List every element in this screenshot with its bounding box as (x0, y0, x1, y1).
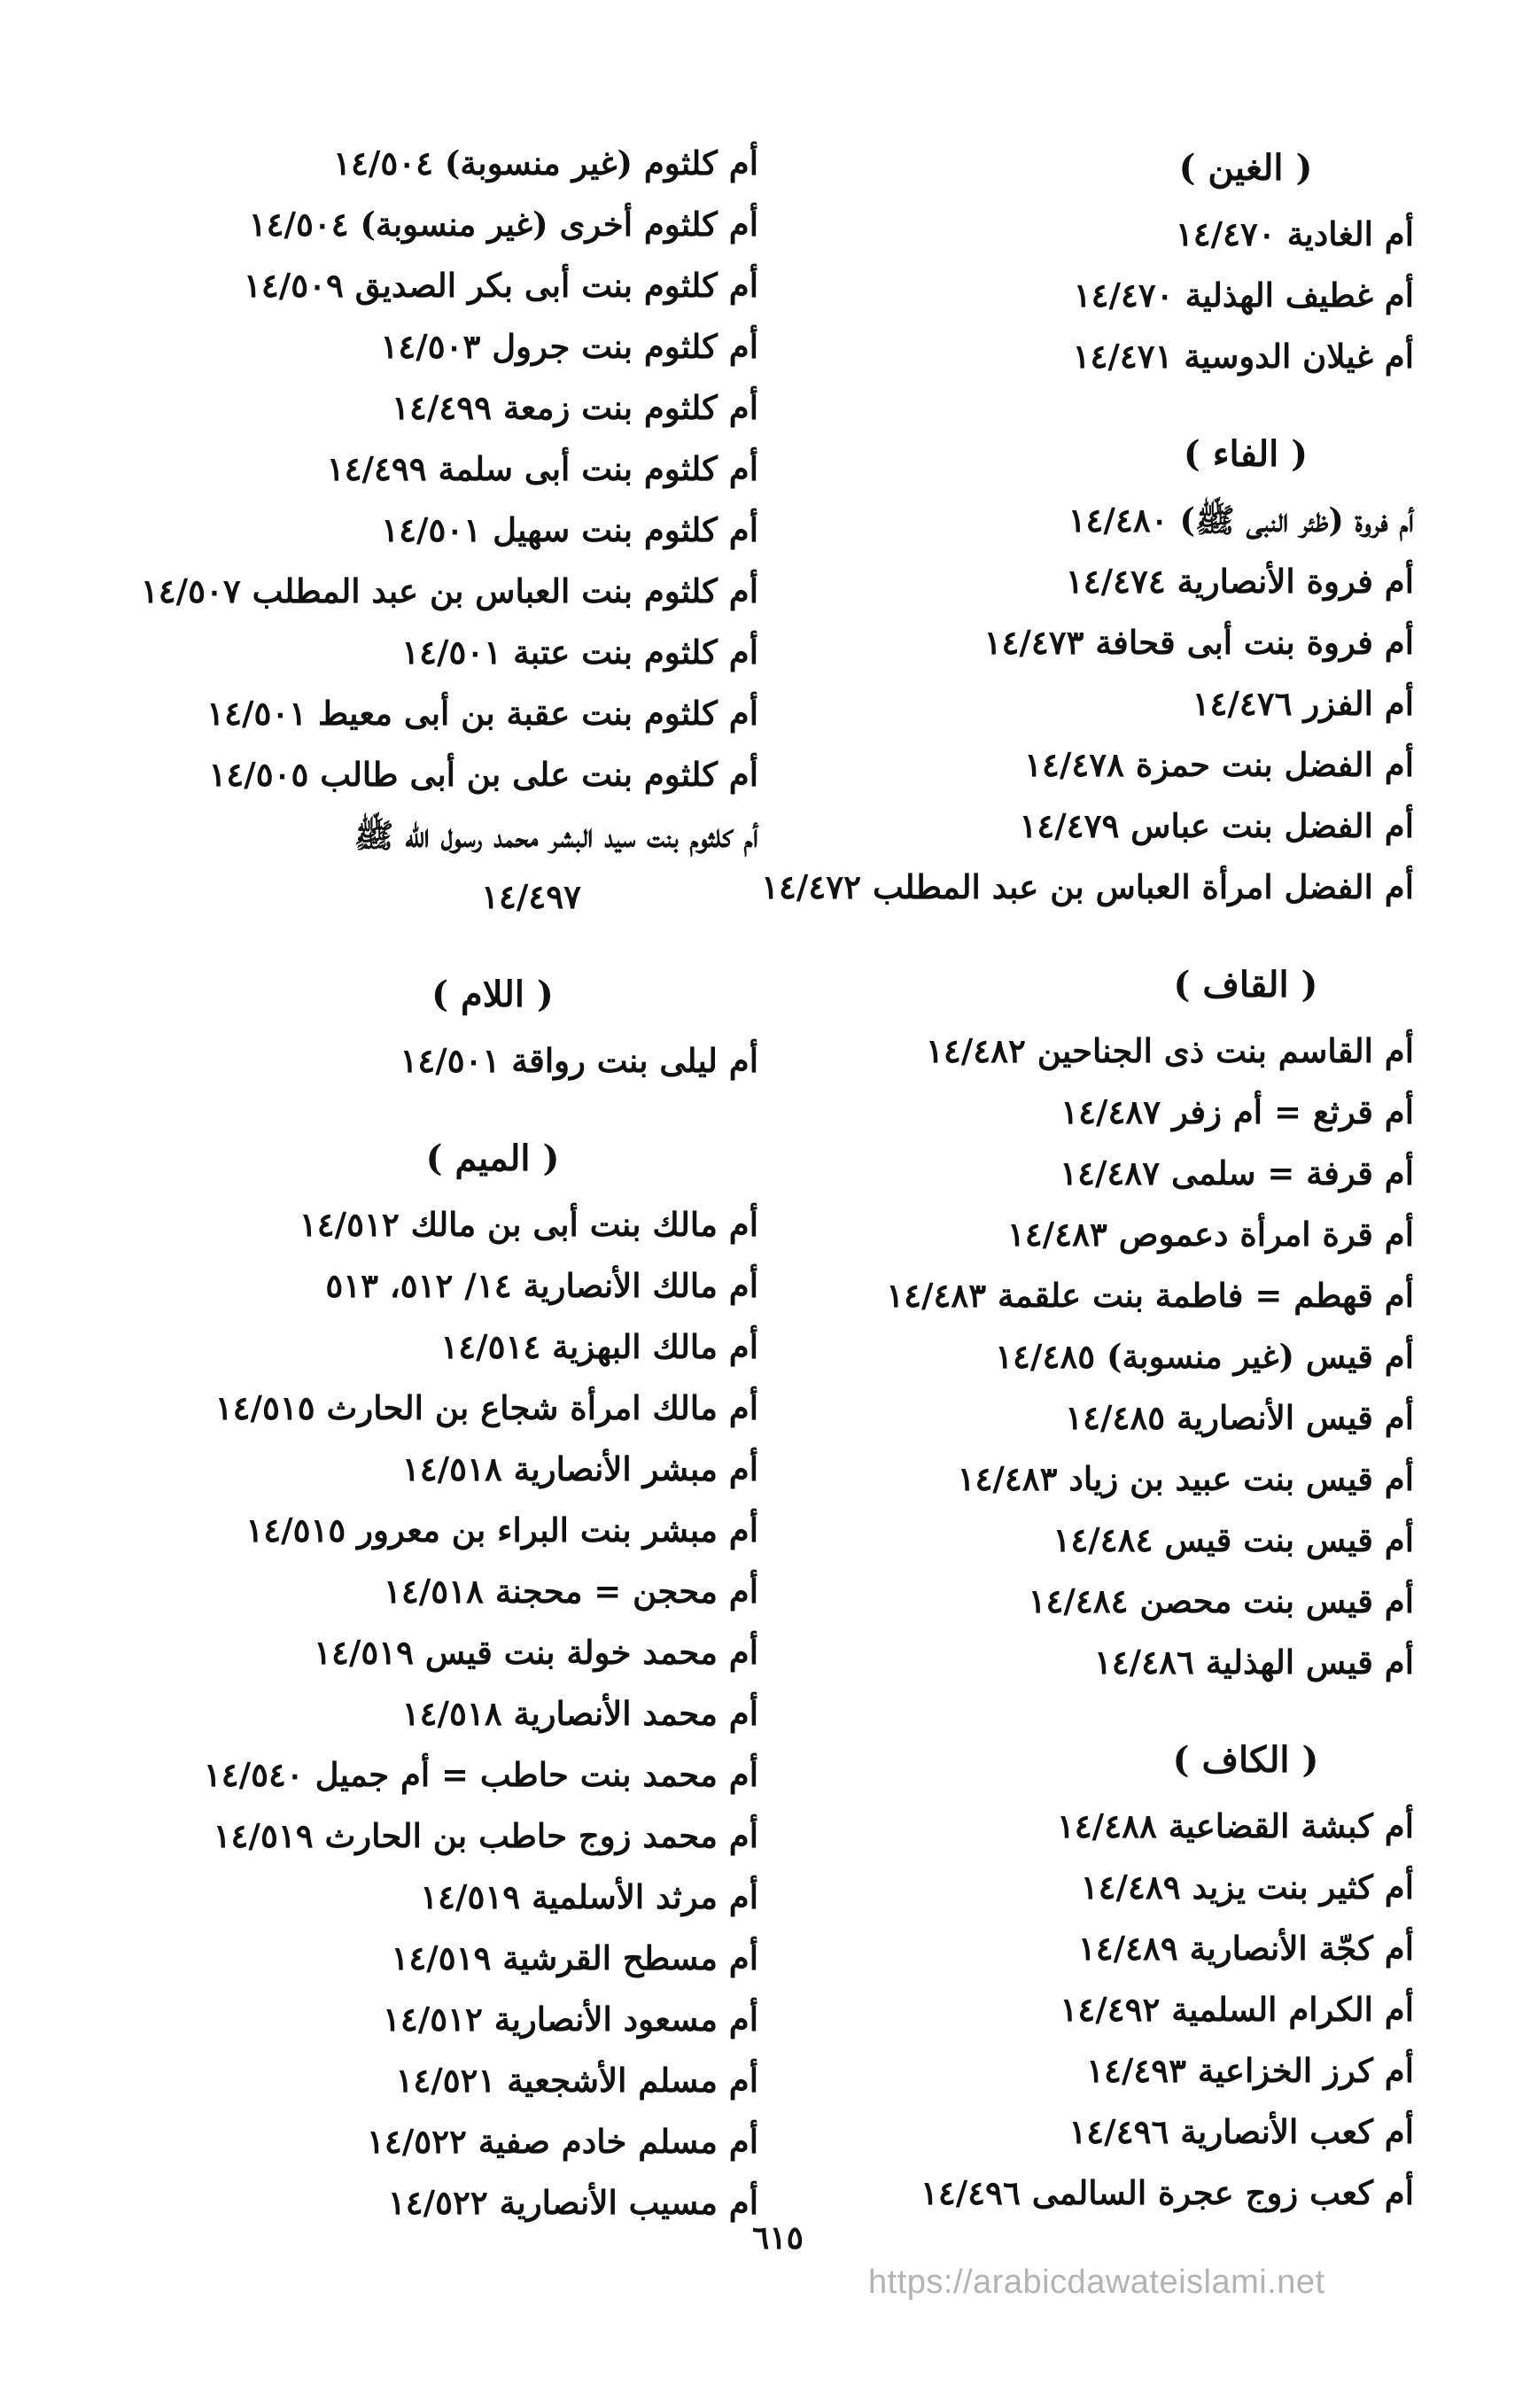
index-entry: أم كلثوم بنت أبى بكر الصديق ١٤/٥٠٩ (244, 266, 758, 305)
index-entry: أم قرة امرأة دعموص ١٤/٤٨٣ (1006, 1215, 1414, 1254)
index-entry: أم قيس بنت قيس ١٤/٤٨٤ (1053, 1520, 1414, 1559)
index-entry: أم كلثوم بنت أبى سلمة ١٤/٤٩٩ (326, 449, 758, 488)
index-entry: أم كلثوم بنت على بن أبى طالب ١٤/٥٠٥ (208, 755, 758, 794)
index-entry: أم الفزر ١٤/٤٧٦ (1192, 684, 1414, 723)
section-spacer (85, 928, 758, 959)
index-entry: أم القاسم بنت ذى الجناحين ١٤/٤٨٢ (926, 1031, 1414, 1070)
index-entry: أم كرز الخزاعية ١٤/٤٩٣ (1086, 2051, 1414, 2090)
index-entry: أم كلثوم بنت سيد البشر محمد رسول الله ﷺ (353, 816, 758, 855)
index-entry: أم كثير بنت يزيد ١٤/٤٨٩ (1080, 1868, 1414, 1907)
index-entry: أم الفضل بنت حمزة ١٤/٤٧٨ (1024, 745, 1414, 784)
watermark-url: https://arabicdawateislami.net (868, 2264, 1325, 2301)
index-entry: أم غطيف الهذلية ١٤/٤٧٠ (1073, 276, 1414, 315)
index-entry: أم مسلم الأشجعية ١٤/٥٢١ (395, 2061, 758, 2100)
section-heading-fa: ( الفاء ) (1183, 433, 1309, 475)
index-entry: أم الفضل امرأة العباس بن عبد المطلب ١٤/٤٧٢ (761, 867, 1414, 906)
section-spacer (741, 1693, 1414, 1725)
index-entry: أم مسيب الأنصارية ١٤/٥٢٢ (387, 2183, 758, 2222)
section-heading-qaf: ( القاف ) (1173, 964, 1318, 1006)
index-entry: أم غيلان الدوسية ١٤/٤٧١ (1072, 337, 1414, 376)
index-entry: أم ليلى بنت رواقة ١٤/٥٠١ (400, 1041, 758, 1080)
index-entry: أم مرثد الأسلمية ١٤/٥١٩ (420, 1877, 758, 1916)
index-column-right (741, 133, 1414, 2224)
section-heading-ghain: ( الغين ) (1178, 147, 1313, 189)
index-entry: أم كعب زوج عجرة السالمى ١٤/٤٩٦ (920, 2173, 1414, 2212)
index-entry: أم محمد زوج حاطب بن الحارث ١٤/٥١٩ (213, 1816, 758, 1855)
index-entry: أم فروة الأنصارية ١٤/٤٧٤ (1065, 562, 1414, 601)
index-entry: أم فروة (ظئر النبى ﷺ) ١٤/٤٨٠ (1068, 501, 1414, 540)
section-heading-lam: ( اللام ) (431, 974, 554, 1015)
index-entry: أم كلثوم بنت عقبة بن أبى معيط ١٤/٥٠١ (206, 694, 758, 733)
index-entry: أم محمد الأنصارية ١٤/٥١٨ (401, 1694, 758, 1733)
index-entry: أم كلثوم بنت العباس بن عبد المطلب ١٤/٥٠٧ (140, 571, 758, 610)
section-spacer (741, 918, 1414, 950)
index-entry: أم الفضل بنت عباس ١٤/٤٧٩ (1019, 806, 1414, 845)
index-entry: أم مبشر الأنصارية ١٤/٥١٨ (401, 1449, 758, 1488)
index-entry: أم كبشة القضاعية ١٤/٤٨٨ (1056, 1806, 1414, 1845)
index-entry: أم كلثوم أخرى (غير منسوبة) ١٤/٥٠٤ (248, 205, 758, 244)
index-entry: أم مالك الأنصارية ١٤/ ٥١٢، ٥١٣ (325, 1266, 758, 1305)
section-spacer (741, 387, 1414, 419)
index-entry: أم مبشر بنت البراء بن معرور ١٤/٥١٥ (245, 1511, 758, 1550)
index-entry: أم قرثع = أم زفر ١٤/٤٨٧ (1060, 1092, 1414, 1131)
index-entry: أم كلثوم بنت جرول ١٤/٥٠٣ (380, 327, 758, 366)
index-entry: أم قيس (غير منسوبة) ١٤/٤٨٥ (995, 1337, 1414, 1376)
section-spacer (85, 1091, 758, 1123)
index-entry: أم مالك البهزية ١٤/٥١٤ (440, 1327, 758, 1366)
index-entry: أم محجن = محجنة ١٤/٥١٨ (384, 1572, 758, 1611)
index-entry: أم قهطم = فاطمة بنت علقمة ١٤/٤٨٣ (886, 1276, 1414, 1315)
index-entry: أم كعب الأنصارية ١٤/٤٩٦ (1068, 2112, 1414, 2151)
section-heading-kaf: ( الكاف ) (1172, 1739, 1319, 1781)
index-entry: أم مسعود الأنصارية ١٤/٥١٢ (382, 2000, 758, 2039)
index-entry: أم كلثوم بنت سهيل ١٤/٥٠١ (381, 510, 758, 549)
index-entry: أم قرفة = سلمى ١٤/٤٨٧ (1060, 1154, 1414, 1192)
index-entry: أم مسلم خادم صفية ١٤/٥٢٢ (367, 2122, 758, 2161)
index-entry: أم كلثوم بنت عتبة ١٤/٥٠١ (401, 633, 758, 672)
page-number: ٦١٥ (751, 2219, 804, 2257)
index-entry: أم كلثوم (غير منسوبة) ١٤/٥٠٤ (333, 144, 758, 183)
index-entry: أم الغادية ١٤/٤٧٠ (1175, 214, 1414, 253)
index-entry: أم الكرام السلمية ١٤/٤٩٢ (1060, 1990, 1414, 2029)
index-entry: أم محمد بنت حاطب = أم جميل ١٤/٥٤٠ (203, 1755, 758, 1794)
index-entry: أم مالك امرأة شجاع بن الحارث ١٤/٥١٥ (214, 1388, 758, 1427)
index-entry: أم قيس الهذلية ١٤/٤٨٦ (1093, 1643, 1414, 1682)
index-entry: أم مالك بنت أبى بن مالك ١٤/٥١٢ (299, 1205, 758, 1244)
index-entry: أم قيس بنت عبيد بن زياد ١٤/٤٨٣ (957, 1459, 1414, 1498)
index-entry: أم محمد خولة بنت قيس ١٤/٥١٩ (314, 1633, 758, 1672)
index-entry: أم قيس الأنصارية ١٤/٤٨٥ (1065, 1398, 1414, 1437)
index-column-left (85, 133, 758, 2233)
section-heading-mim: ( الميم ) (425, 1138, 560, 1179)
index-entry: أم فروة بنت أبى قحافة ١٤/٤٧٣ (983, 623, 1414, 662)
index-entry: أم مسطح القرشية ١٤/٥١٩ (391, 1938, 758, 1977)
index-entry-continuation: ١٤/٤٩٧ (481, 877, 581, 916)
index-entry: أم قيس بنت محصن ١٤/٤٨٤ (1028, 1581, 1414, 1620)
index-entry: أم كلثوم بنت زمعة ١٤/٤٩٩ (392, 388, 758, 427)
index-entry: أم كجّة الأنصارية ١٤/٤٨٩ (1077, 1929, 1414, 1968)
